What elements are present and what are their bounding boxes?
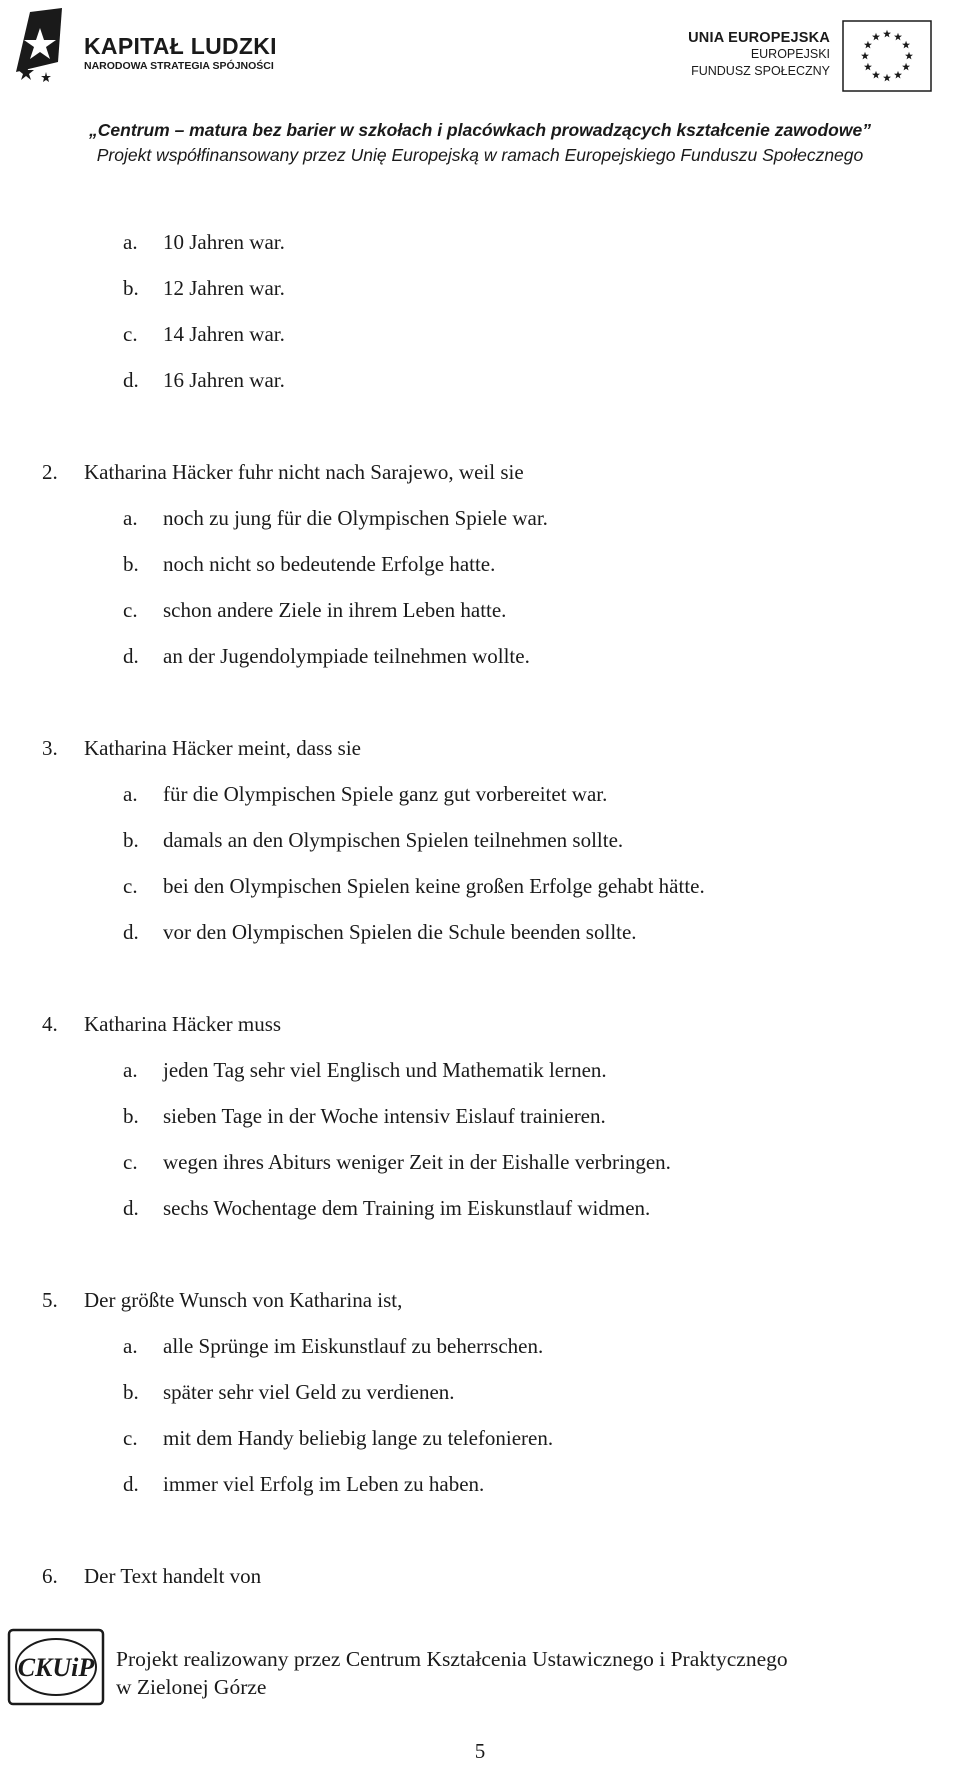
ue-line-3: FUNDUSZ SPOŁECZNY (691, 64, 830, 78)
option-letter: c. (123, 1150, 138, 1174)
option-letter: a. (123, 506, 138, 530)
footer-line-1: Projekt realizowany przez Centrum Kształcenia Ustawicznego i Praktycznego (116, 1647, 788, 1671)
option-text: 16 Jahren war. (163, 368, 285, 392)
option-letter: b. (123, 1104, 139, 1128)
option-text: 10 Jahren war. (163, 230, 285, 254)
option-letter: c. (123, 1426, 138, 1450)
kapital-ludzki-star-logo (10, 2, 68, 94)
option-letter: b. (123, 552, 139, 576)
question-text: Katharina Häcker meint, dass sie (84, 736, 361, 760)
option-letter: d. (123, 1472, 139, 1496)
option-text: jeden Tag sehr viel Englisch und Mathematik lernen. (163, 1058, 607, 1082)
option-text: noch nicht so bedeutende Erfolge hatte. (163, 552, 496, 576)
question-text: Der Text handelt von (84, 1564, 262, 1588)
ckuip-logo (6, 1627, 106, 1707)
option-text: 14 Jahren war. (163, 322, 285, 346)
option-letter: a. (123, 1334, 138, 1358)
option-text: noch zu jung für die Olympischen Spiele war. (163, 506, 548, 530)
ckuip-logo-text: CKUiP (17, 1653, 95, 1682)
option-text: später sehr viel Geld zu verdienen. (163, 1380, 455, 1404)
eu-flag-icon (842, 20, 932, 92)
option-text: schon andere Ziele in ihrem Leben hatte. (163, 598, 507, 622)
question-number: 3. (42, 736, 58, 760)
option-text: an der Jugendolympiade teilnehmen wollte. (163, 644, 530, 668)
footer-line-2: w Zielonej Górze (116, 1675, 267, 1699)
option-letter: c. (123, 874, 138, 898)
option-letter: c. (123, 598, 138, 622)
option-text: für die Olympischen Spiele ganz gut vorbereitet war. (163, 782, 608, 806)
question-number: 6. (42, 1564, 58, 1588)
kapital-ludzki-title: KAPITAŁ LUDZKI (84, 33, 277, 59)
question-number: 2. (42, 460, 58, 484)
project-subtitle: Projekt współfinansowany przez Unię Europejską w ramach Europejskiego Funduszu Społecznego (96, 145, 864, 165)
ue-line-2: EUROPEJSKI (750, 47, 830, 61)
option-text: sieben Tage in der Woche intensiv Eislauf trainieren. (163, 1104, 606, 1128)
option-letter: a. (123, 230, 138, 254)
option-text: mit dem Handy beliebig lange zu telefonieren. (163, 1426, 554, 1450)
option-text: vor den Olympischen Spielen die Schule beenden sollte. (163, 920, 637, 944)
option-letter: b. (123, 828, 139, 852)
option-text: bei den Olympischen Spielen keine großen Erfolge gehabt hätte. (163, 874, 705, 898)
option-text: alle Sprünge im Eiskunstlauf zu beherrschen. (163, 1334, 544, 1358)
option-text: damals an den Olympischen Spielen teilnehmen sollte. (163, 828, 624, 852)
page-number: 5 (474, 1739, 486, 1763)
question-number: 4. (42, 1012, 58, 1036)
ue-line-1: UNIA EUROPEJSKA (688, 30, 830, 46)
option-text: 12 Jahren war. (163, 276, 285, 300)
question-text: Katharina Häcker muss (84, 1012, 282, 1036)
kapital-ludzki-subtitle: NARODOWA STRATEGIA SPÓJNOŚCI (84, 60, 274, 72)
option-text: immer viel Erfolg im Leben zu haben. (163, 1472, 485, 1496)
option-letter: c. (123, 322, 138, 346)
option-text: sechs Wochentage dem Training im Eiskunstlauf widmen. (163, 1196, 651, 1220)
option-letter: a. (123, 782, 138, 806)
option-text: wegen ihres Abiturs weniger Zeit in der Eishalle verbringen. (163, 1150, 671, 1174)
option-letter: d. (123, 1196, 139, 1220)
option-letter: d. (123, 368, 139, 392)
question-text: Der größte Wunsch von Katharina ist, (84, 1288, 403, 1312)
option-letter: d. (123, 644, 139, 668)
project-title: „Centrum – matura bez barier w szkołach i placówkach prowadzących kształcenie zawodowe” (89, 120, 871, 140)
option-letter: d. (123, 920, 139, 944)
option-letter: a. (123, 1058, 138, 1082)
eu-fund-label (670, 30, 830, 80)
option-letter: b. (123, 1380, 139, 1404)
question-number: 5. (42, 1288, 58, 1312)
option-letter: b. (123, 276, 139, 300)
question-text: Katharina Häcker fuhr nicht nach Sarajewo, weil sie (84, 460, 524, 484)
